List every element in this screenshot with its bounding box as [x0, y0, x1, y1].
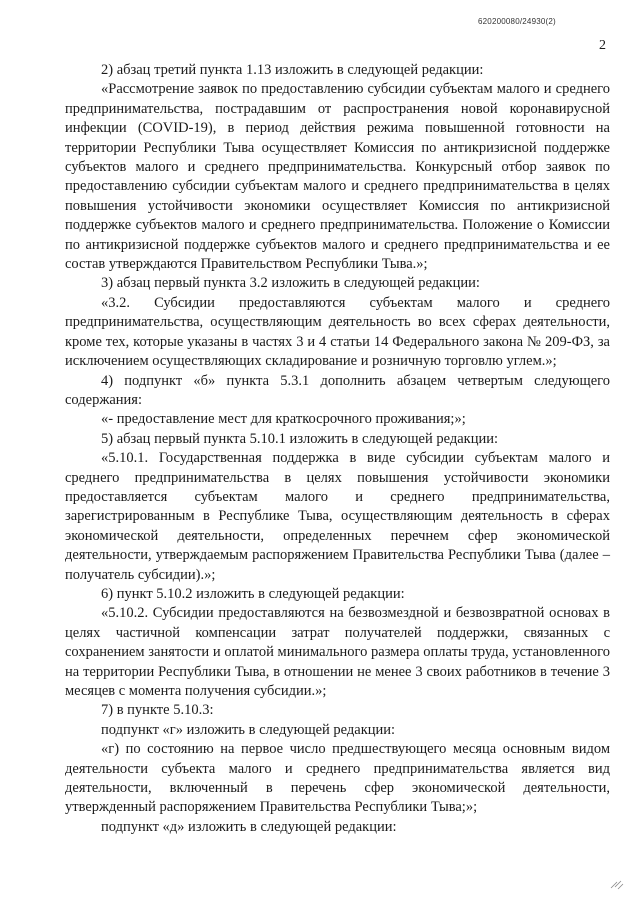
paragraph-quote-5-10-2: «5.10.2. Субсидии предоставляются на безвозмездной и безвозвратной основах в целях частичной компенсации затрат получателей поддержки, связанных с сохранением занятости и оплатой минимального размера оплаты труда, установленного на территории Республики Тыва, в отношении не менее 3 своих работников в течение 3 месяцев с момента получения субсидии.»;	[65, 605, 610, 699]
paragraph-quote-g: «г) по состоянию на первое число предшествующего месяца основным видом деятельности субъекта малого и среднего предпринимательства является вид деятельности, включенный в перечень сфер экономической деятельности, утвержденный распоряжением Правительства Республики Тыва;»;	[65, 741, 610, 816]
paragraph-item-5: 5) абзац первый пункта 5.10.1 изложить в следующей редакции:	[101, 430, 499, 447]
paragraph-subitem-d: подпункт «д» изложить в следующей редакции:	[101, 818, 397, 835]
paragraph-subitem-g: подпункт «г» изложить в следующей редакции:	[101, 721, 396, 738]
paragraph-item-7: 7) в пункте 5.10.3:	[101, 702, 214, 719]
page-number: 2	[599, 38, 606, 53]
document-body	[65, 61, 610, 837]
paragraph-item-2: 2) абзац третий пункта 1.13 изложить в следующей редакции:	[101, 62, 484, 78]
paragraph-quote-1-13: «Рассмотрение заявок по предоставлению субсидии субъектам малого и среднего предпринимательства, пострадавшим от распространения новой коронавирусной инфекции (COVID-19), в период действия режима повышенной готовности на территории Республики Тыва осуществляет Комиссия по антикризисной поддержке субъектов малого и среднего предпринимательства. Конкурсный отбор заявок по предоставлению субсидии субъектам малого и среднего предпринимательства в целях повышения устойчивости экономики осуществляет Комиссия по антикризисной поддержке субъектов малого и среднего предпринимательства. Положение о Комиссии по антикризисной поддержке субъектов малого и среднего предпринимательства и ее состав утверждаются Правительством Республики Тыва.»;	[65, 81, 610, 273]
scan-mark-icon	[608, 873, 626, 891]
paragraph-item-4: 4) подпункт «б» пункта 5.3.1 дополнить абзацем четвертым следующего содержания:	[65, 372, 610, 408]
paragraph-item-3: 3) абзац первый пункта 3.2 изложить в следующей редакции:	[101, 275, 480, 292]
paragraph-quote-5-10-1: «5.10.1. Государственная поддержка в виде субсидии субъектам малого и среднего предпринимательства в целях повышения устойчивости экономики предоставляется субъектам малого и среднего предпринимательства, зарегистрированным в Республике Тыва, осуществляющим деятельность в сферах экономической деятельности, определенных перечнем сфер экономической деятельности, утверждаемым распоряжением Правительства Республики Тыва (далее – получатель субсидии).»;	[65, 450, 610, 583]
paragraph-item-6: 6) пункт 5.10.2 изложить в следующей редакции:	[101, 585, 405, 602]
document-id: 620200080/24930(2)	[478, 17, 556, 26]
paragraph-quote-3-2: «3.2. Субсидии предоставляются субъектам малого и среднего предпринимательства, осуществляющим деятельность во всех сферах деятельности, кроме тех, которые указаны в частях 3 и 4 статьи 14 Федерального закона № 209-ФЗ, за исключением осуществляющих складирование и розничную торговлю углем.»;	[65, 294, 610, 370]
paragraph-quote-5-3-1: «- предоставление мест для краткосрочного проживания;»;	[101, 411, 466, 428]
